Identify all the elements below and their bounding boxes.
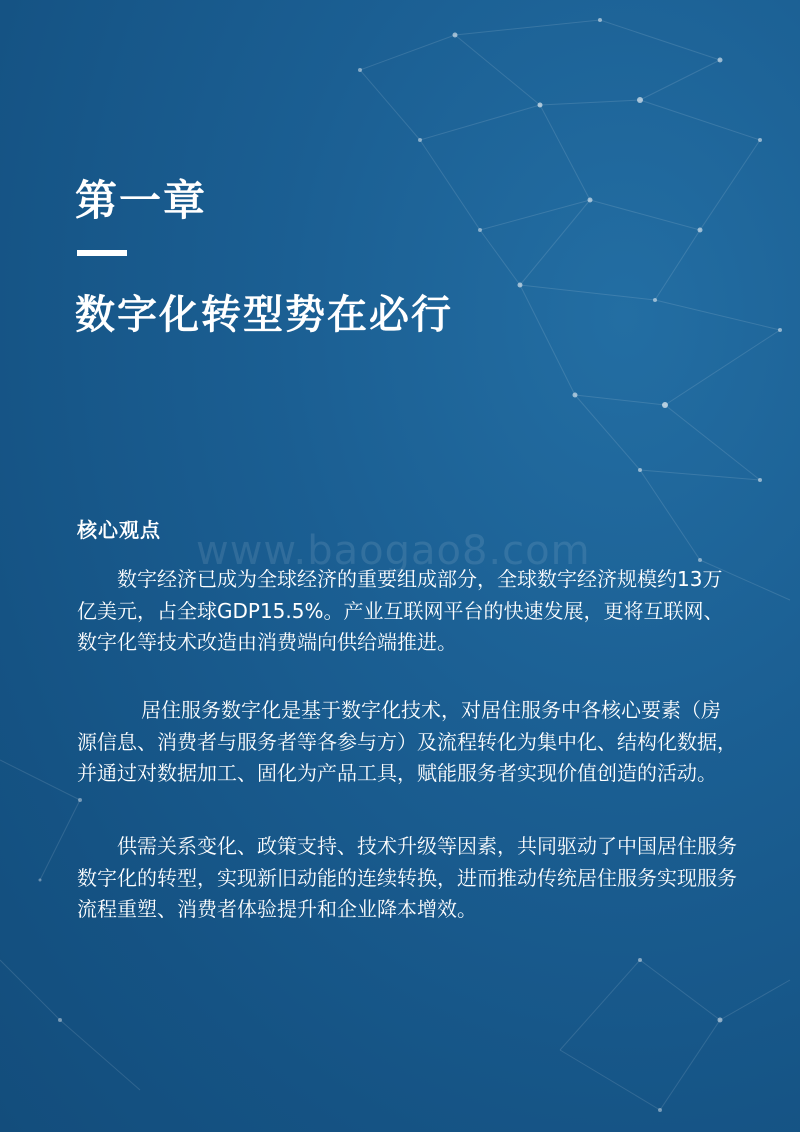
- chapter-title: 数字化转型势在必行: [75, 292, 453, 338]
- paragraph-3: 供需关系变化、政策支持、技术升级等因素，共同驱动了中国居住服务数字化的转型，实现新旧动能的连续转换，进而推动传统居住服务实现服务流程重塑、消费者体验提升和企业降本增效。: [77, 834, 737, 921]
- paragraph-1: 数字经济已成为全球经济的重要组成部分，全球数字经济规模约13万亿美元，占全球GDP15.5%。产业互联网平台的快速发展，更将互联网、数字化等技术改造由消费端向供给端推进。: [77, 567, 724, 654]
- section-heading: 核心观点: [77, 518, 161, 542]
- title-divider: [77, 250, 127, 256]
- paragraph-2: 居住服务数字化是基于数字化技术，对居住服务中各核心要素（房源信息、消费者与服务者等各参与方）及流程转化为集中化、结构化数据，并通过对数据加工、固化为产品工具，赋能服务者实现价值创造的活动。: [77, 698, 737, 785]
- watermark-text: www.baogao8.com: [196, 528, 591, 574]
- chapter-label: 第一章: [75, 176, 208, 225]
